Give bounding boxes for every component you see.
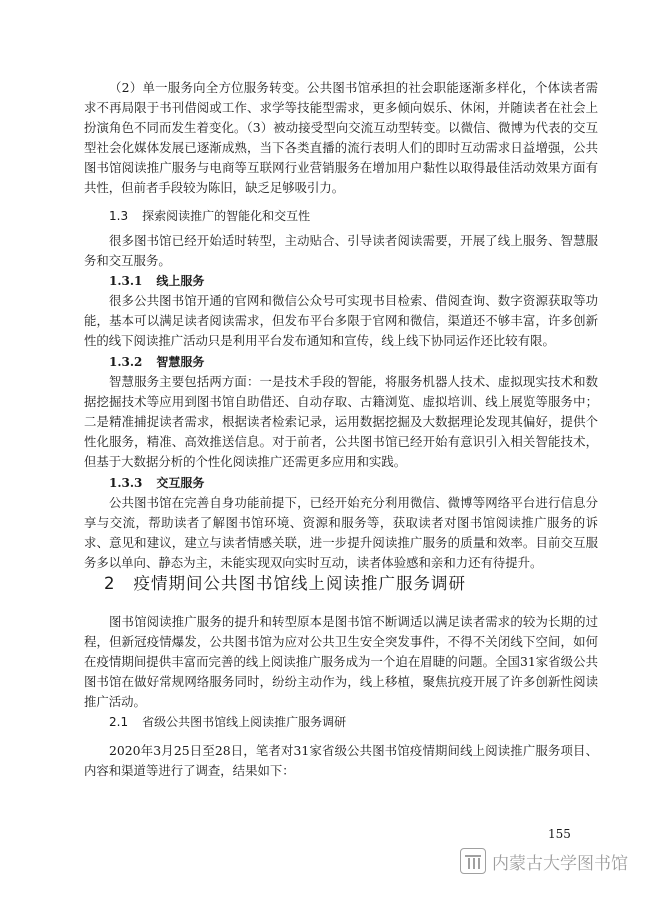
heading-number: 1.3.1 [109,274,143,288]
page-number: 155 [548,827,571,841]
watermark-text: 内蒙古大学图书馆 [492,853,628,874]
paragraph-survey: 2020年3月25日至28日，笔者对31家省级公共图书馆疫情期间线上阅读推广服务项目、内容和渠道等进行了调查，结果如下： [84,743,598,778]
heading-1-3-3 [109,473,204,493]
heading-1-3-1 [109,271,204,291]
heading-text: 疫情期间公共图书馆线上阅读推广服务调研 [133,574,466,593]
paragraph-pandemic: 图书馆阅读推广服务的提升和转型原本是图书馆不断调适以满足读者需求的较为长期的过程，但新冠疫情爆发，公共图书馆为应对公共卫生安全突发事件，不得不关闭线下空间，如何在疫情期间提供丰富而完善的线上阅读推广服务成为一个迫在眉睫的问题。全国31家省级公共图书馆在做好常规网络服务同时，纷纷主动作为，线上移植，聚焦抗疫开展了许多创新性阅读推广活动。 [84,614,598,709]
heading-number: 1.3 [109,209,129,223]
heading-number: 1.3.3 [109,476,143,490]
heading-number: 2 [104,574,116,593]
heading-text: 探索阅读推广的智能化和交互性 [142,209,311,223]
paragraph-transform: 很多图书馆已经开始适时转型，主动贴合、引导读者阅读需要，开展了线上服务、智慧服务和交互服务。 [84,233,598,268]
heading-text: 线上服务 [156,274,205,288]
heading-text: 智慧服务 [156,355,205,369]
paragraph-service-shift: （2）单一服务向全方位服务转变。公共图书馆承担的社会职能逐渐多样化，个体读者需求不再局限于书刊借阅或工作、求学等技能型需求，更多倾向娱乐、休闲，并随读者在社会上扮演角色不同而发生着变化。（3）被动接受型向交流互动型转变。以微信、微博为代表的交互型社会化媒体发展已逐渐成熟，当下各类直播的流行表明人们的即时互动需求日益增强，公共图书馆阅读推广服务与电商等互联网行业营销服务在增加用户黏性以取得最佳活动效果方面有共性，但前者手段较为陈旧，缺乏足够吸引力。 [84,80,598,195]
heading-number: 1.3.2 [109,355,143,369]
heading-1-3-2 [109,352,204,372]
heading-2-1 [109,712,346,732]
heading-1-3 [109,206,310,226]
library-watermark [460,843,640,879]
heading-text: 交互服务 [156,476,205,490]
paragraph-online-service: 很多公共图书馆开通的官网和微信公众号可实现书目检索、借阅查询、数字资源获取等功能，基本可以满足读者阅读需求，但发布平台多限于官网和微信，渠道还不够丰富，许多创新性的线下阅读推广活动只是利用平台发布通知和宣传，线上线下协同运作还比较有限。 [84,293,598,348]
paragraph-interactive-service: 公共图书馆在完善自身功能前提下，已经开始充分利用微信、微博等网络平台进行信息分享与交流，帮助读者了解图书馆环境、资源和服务等，获取读者对图书馆阅读推广服务的诉求、意见和建议，建立与读者情感关联，进一步提升阅读推广服务的质量和效率。目前交互服务多以单向、静态为主，未能实现双向实时互动，读者体验感和亲和力还有待提升。 [84,495,598,570]
heading-number: 2.1 [109,715,129,729]
paragraph-smart-service: 智慧服务主要包括两方面：一是技术手段的智能，将服务机器人技术、虚拟现实技术和数据挖掘技术等应用到图书馆自助借还、自动存取、古籍浏览、虚拟培训、线上展览等服务中；二是精准捕捉读者需求，根据读者检索记录，运用数据挖掘及大数据理论发现其偏好，提供个性化服务，精准、高效推送信息。对于前者，公共图书馆已经开始有意识引入相关智能技术，但基于大数据分析的个性化阅读推广还需更多应用和实践。 [84,374,598,469]
heading-text: 省级公共图书馆线上阅读推广服务调研 [142,715,347,729]
library-logo-icon [460,848,486,874]
heading-2 [104,572,466,596]
